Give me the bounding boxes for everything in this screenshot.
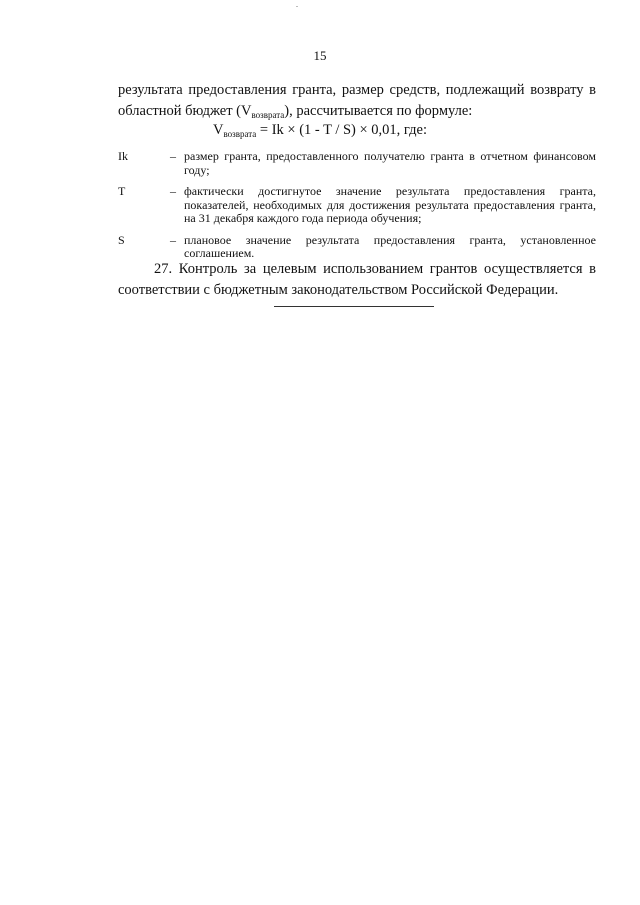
definition-item [118, 234, 596, 261]
paragraph-formula-intro [118, 80, 596, 126]
definitions-list [118, 150, 596, 269]
text-fragment: областной бюджет (V [118, 103, 252, 119]
definition-text: плановое значение результата предоставления гранта, установленное соглашением. [184, 232, 596, 260]
formula-subscript: возврата [223, 129, 257, 139]
definition-dash: – [170, 184, 176, 198]
definition-dash: – [170, 232, 176, 247]
definition-symbol: S [118, 232, 125, 247]
definition-item [118, 150, 596, 177]
page-number: 15 [313, 48, 327, 63]
formula [0, 122, 640, 139]
formula-variable: V [213, 122, 224, 138]
definition-text: фактически достигнутое значение результата предоставления гранта, показателей, необходимых для достижения результата предоставления гранта, на 31 декабря каждого года периода обучения; [184, 184, 596, 225]
definition-text: размер гранта, предоставленного получателю гранта в отчетном финансовом году; [184, 149, 596, 177]
formula-expression: = Ik × (1 - T / S) × 0,01, где: [256, 122, 427, 138]
subscript: возврата [251, 110, 285, 120]
scan-mark [296, 6, 298, 7]
text-fragment: ), рассчитывается по формуле: [284, 103, 473, 119]
definition-item [118, 185, 596, 226]
definition-symbol: Ik [118, 149, 128, 163]
separator-line [274, 306, 434, 307]
definition-dash: – [170, 149, 176, 163]
paragraph-control: 27. Контроль за целевым использованием грантов осуществляется в соответствии с бюджетным законодательством Российской Федерации. [118, 261, 596, 298]
definition-symbol: T [118, 184, 126, 198]
paragraph-line: результата предоставления гранта, размер средств, подлежащий возврату в [118, 82, 596, 98]
